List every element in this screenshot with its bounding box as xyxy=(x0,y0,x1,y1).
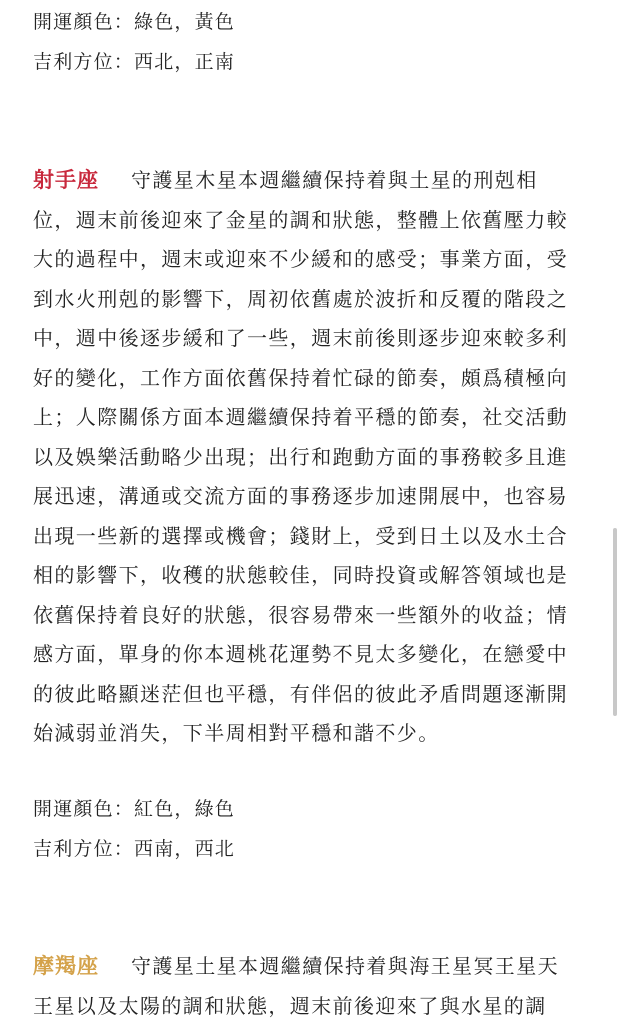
paragraph-line: 相的影響下，收穫的狀態較佳，同時投資或解答領域也是 xyxy=(33,556,586,596)
capricorn-section xyxy=(33,947,586,1026)
paragraph-line: 的彼此略顯迷茫但也平穩，有伴侶的彼此矛盾問題逐漸開 xyxy=(33,675,586,715)
paragraph-line: 感方面，單身的你本週桃花運勢不見太多變化，在戀愛中 xyxy=(33,635,586,675)
paragraph-line: 王星以及太陽的調和狀態，週末前後迎來了與水星的調 xyxy=(33,987,586,1026)
previous-sign-lucky-info xyxy=(33,2,586,82)
paragraph-line: 中，週中後逐步緩和了一些，週末前後則逐步迎來較多利 xyxy=(33,319,586,359)
paragraph-line: 上；人際關係方面本週繼續保持着平穩的節奏，社交活動 xyxy=(33,398,586,438)
paragraph-line: 位，週末前後迎來了金星的調和狀態，整體上依舊壓力較 xyxy=(33,201,586,241)
sign-title: 射手座 xyxy=(33,168,99,192)
paragraph-line: 到水火刑剋的影響下，周初依舊處於波折和反覆的階段之 xyxy=(33,280,586,320)
scrollbar[interactable] xyxy=(613,528,617,716)
paragraph-line: 大的過程中，週末或迎來不少緩和的感受；事業方面，受 xyxy=(33,240,586,280)
lucky-direction: 吉利方位：西北，正南 xyxy=(33,42,586,82)
paragraph-line: 好的變化，工作方面依舊保持着忙碌的節奏，頗爲積極向 xyxy=(33,359,586,399)
paragraph-line: 依舊保持着良好的狀態，很容易帶來一些額外的收益；情 xyxy=(33,596,586,636)
lucky-direction: 吉利方位：西南，西北 xyxy=(33,829,586,869)
sign-title: 摩羯座 xyxy=(33,954,99,978)
sagittarius-section xyxy=(33,161,586,754)
paragraph-line: 始減弱並消失，下半周相對平穩和諧不少。 xyxy=(33,714,586,754)
lucky-color: 開運顏色：紅色，綠色 xyxy=(33,789,586,829)
paragraph-line: 展迅速，溝通或交流方面的事務逐步加速開展中，也容易 xyxy=(33,477,586,517)
paragraph-line: 以及娛樂活動略少出現；出行和跑動方面的事務較多且進 xyxy=(33,438,586,478)
paragraph-line: 射手座 守護星木星本週繼續保持着與土星的刑剋相 xyxy=(33,161,586,201)
paragraph-line: 出現一些新的選擇或機會；錢財上，受到日土以及水土合 xyxy=(33,517,586,557)
paragraph-line: 摩羯座 守護星土星本週繼續保持着與海王星冥王星天 xyxy=(33,947,586,987)
sagittarius-lucky-info xyxy=(33,789,586,869)
lucky-color: 開運顏色：綠色，黃色 xyxy=(33,2,586,42)
